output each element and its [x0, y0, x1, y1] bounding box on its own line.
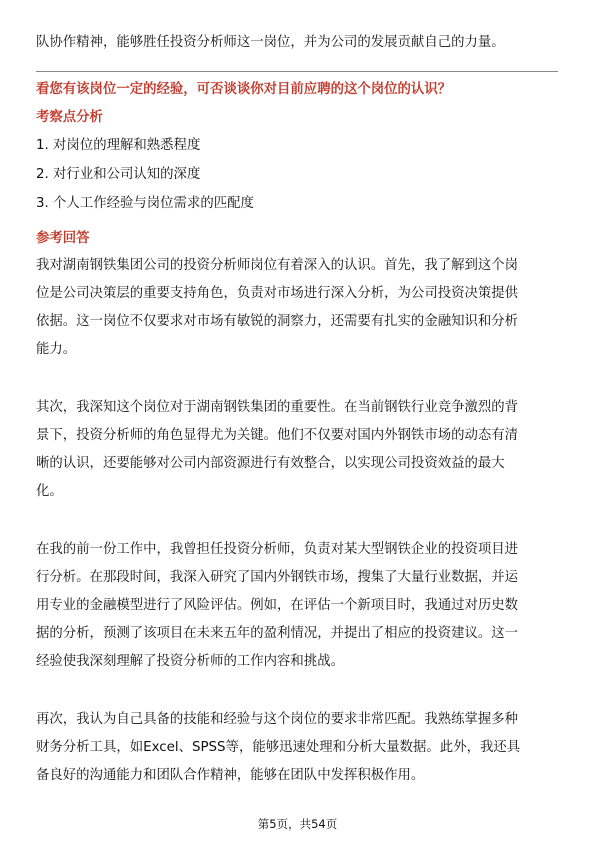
answer-text-line: 据的分析，预测了该项目在未来五年的盈利情况，并提出了相应的投资建议。这一 — [36, 626, 519, 641]
answer-text-line: 用专业的金融模型进行了风险评估。例如，在评估一个新项目时，我通过对历史数 — [36, 598, 519, 613]
answer-text-line: 其次，我深知这个岗位对于湖南钢铁集团的重要性。在当前钢铁行业竞争激烈的背 — [36, 400, 519, 415]
answer-text-line: 依据。这一岗位不仅要求对市场有敏锐的洞察力，还需要有扎实的金融知识和分析 — [36, 314, 519, 329]
answer-text-line: 晰的认识，还要能够对公司内部资源进行有效整合，以实现公司投资效益的最大 — [36, 456, 505, 471]
page-number: 第5页，共54页 — [257, 817, 338, 831]
answer-text-line: 在我的前一份工作中，我曾担任投资分析师，负责对某大型钢铁企业的投资项目进 — [36, 542, 519, 557]
answer-text-line: 行分析。在那段时间，我深入研究了国内外钢铁市场，搜集了大量行业数据，并运 — [36, 570, 519, 585]
answer-text-line: 财务分析工具，如Excel、SPSS等，能够迅速处理和分析大量数据。此外，我还具 — [36, 740, 521, 755]
answer-text-line: 位是公司决策层的重要支持角色，负责对市场进行深入分析，为公司投资决策提供 — [36, 286, 519, 301]
answer-text-line: 能力。 — [36, 342, 77, 357]
analysis-item: 3. 个人工作经验与岗位需求的匹配度 — [36, 196, 254, 211]
answer-text-line: 再次，我认为自己具备的技能和经验与这个岗位的要求非常匹配。我熟练掌握多种 — [36, 712, 519, 727]
analysis-item: 1. 对岗位的理解和熟悉程度 — [36, 138, 201, 153]
question-heading: 看您有该岗位一定的经验，可否谈谈你对目前应聘的这个岗位的认识？ — [36, 82, 452, 97]
answer-text-line: 经验使我深刻理解了投资分析师的工作内容和挑战。 — [36, 654, 344, 669]
divider — [36, 71, 558, 72]
analysis-heading: 考察点分析 — [36, 110, 103, 125]
continued-text-line: 队协作精神，能够胜任投资分析师这一岗位，并为公司的发展贡献自己的力量。 — [36, 35, 505, 50]
answer-text-line: 景下，投资分析师的角色显得尤为关键。他们不仅要对国内外钢铁市场的动态有清 — [36, 428, 519, 443]
analysis-item: 2. 对行业和公司认知的深度 — [36, 167, 201, 182]
answer-text-line: 化。 — [36, 484, 63, 499]
answer-text-line: 备良好的沟通能力和团队合作精神，能够在团队中发挥积极作用。 — [36, 768, 425, 783]
answer-heading: 参考回答 — [36, 231, 90, 246]
answer-text-line: 我对湖南钢铁集团公司的投资分析师岗位有着深入的认识。首先，我了解到这个岗 — [36, 258, 519, 273]
